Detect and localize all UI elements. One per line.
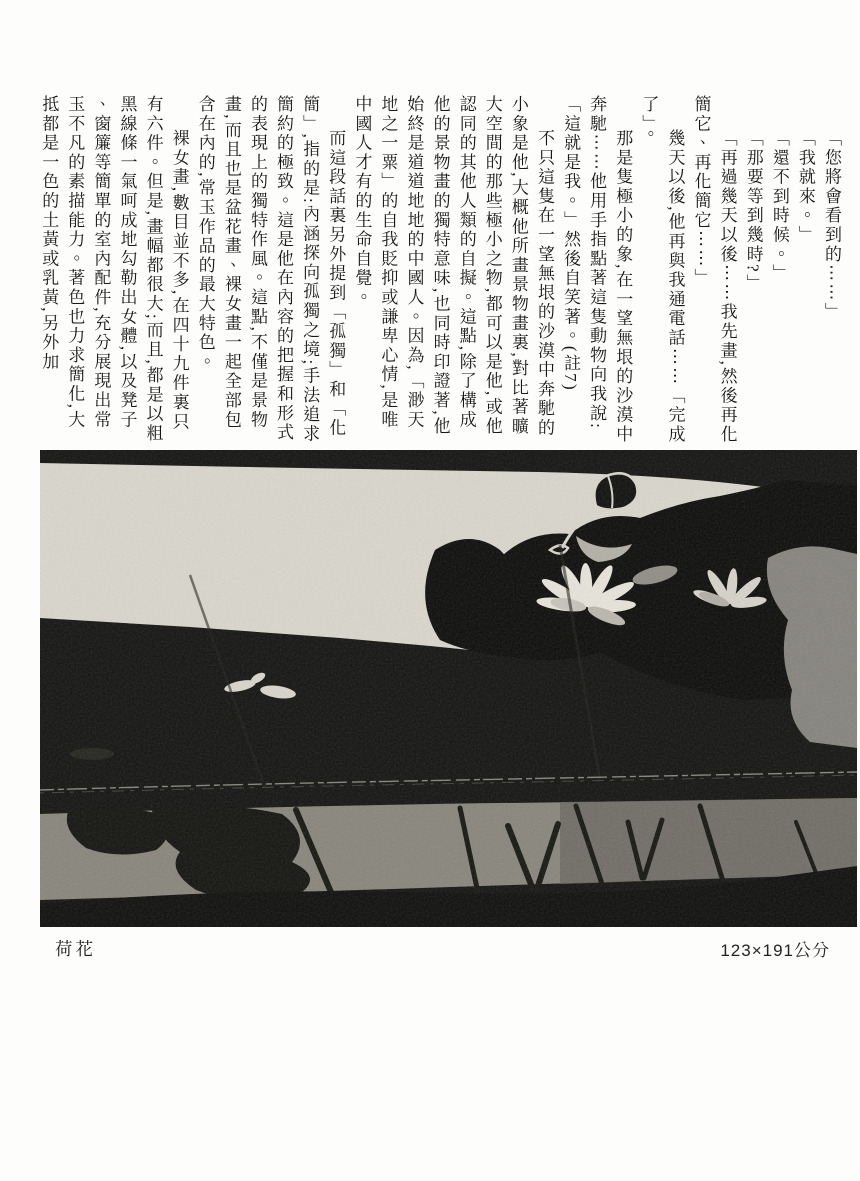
paragraph: 裸女畫,數目並不多,在四十九件裏只有六件。但是,畫幅都很大;而且,都是以粗黑線條一氣呵成地勾勒出女體,以及凳子、窗簾等簡單的室內配件,充分展現出常玉不凡的素描能力。著色也力求簡化,大抵都是一色的土黃或乳黃,另外加 — [39, 95, 189, 444]
paragraph: 「我就來。」 — [795, 129, 815, 245]
figure — [40, 450, 857, 927]
paragraph: 那是隻極小的象,在一望無垠的沙漠中奔馳⋯⋯他用手指點著這隻動物向我說:「這就是我。」然後自笑著。(註7) — [561, 95, 633, 445]
figure-dimensions: 123×191公分 — [720, 941, 830, 960]
paragraph: 而這段話裏另外提到「孤獨」和「化簡」,指的是:內涵探向孤獨之境;手法追求簡約的極致。這是他在內容的把握和形式的表現上的獨特作風。這點,不僅是景物畫,而且也是盆花畫、裸女畫一起全部包含在內的,常玉作品的最大特色。 — [195, 95, 346, 444]
paragraph: 「您將會看到的⋯⋯」 — [822, 129, 841, 322]
painting-lotus — [40, 450, 857, 927]
paragraph: 不只這隻在一望無垠的沙漠中奔馳的小象是他,大概他所畫景物畫裏,對比著曠大空間的那些極小之物,都可以是他,或他認同的其他人類的自擬。這點,除了構成他的景物畫的獨特意味,也同時印證著,他始終是道道地地的中國人。因為,「渺天地之一粟」的自我貶抑或謙卑心情,是唯中國人才有的生命自覺。 — [352, 95, 554, 438]
figure-title: 荷花 — [55, 939, 96, 959]
paragraph: 「還不到時候。」 — [769, 129, 789, 284]
article-text — [32, 95, 844, 447]
grain-overlay — [40, 450, 857, 927]
paragraph: 「那要等到幾時?」 — [743, 129, 763, 294]
paragraph: 「再過幾天以後⋯⋯我先畫,然後再化簡它、再化簡它⋯⋯」 — [691, 95, 737, 445]
paragraph: 幾天以後,他再與我通電話⋯⋯「完成了」。 — [639, 95, 685, 445]
